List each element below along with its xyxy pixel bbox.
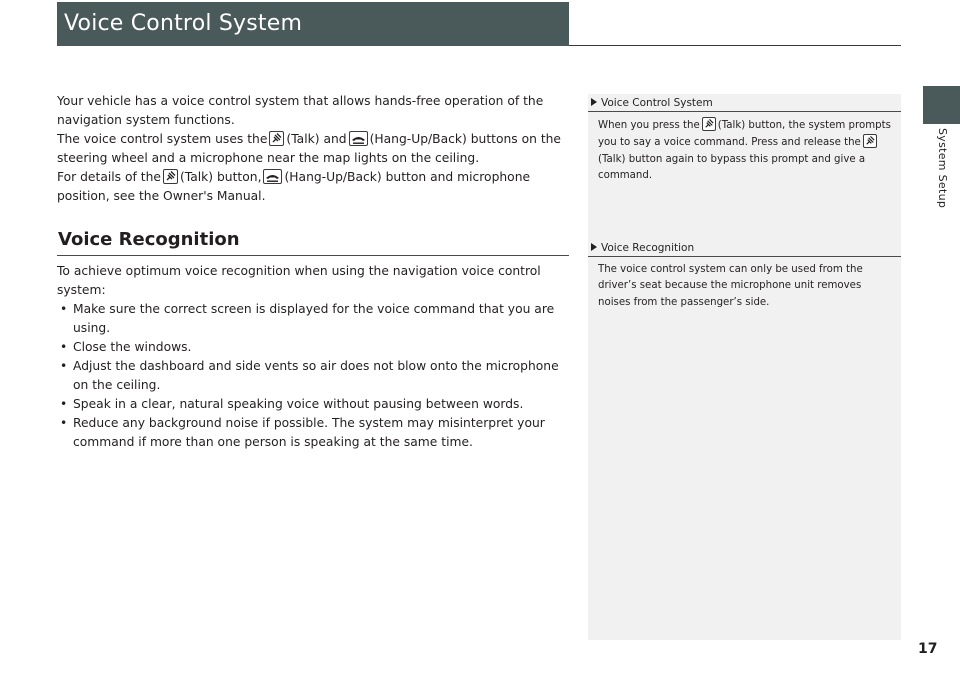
voice-recognition-heading: Voice Recognition <box>57 226 569 256</box>
talk-button-icon <box>702 117 716 131</box>
note-body: The voice control system can only be used from the driver’s seat because the microphone unit removes noises from the passenger’s side. <box>598 264 863 308</box>
voice-recognition-list <box>57 300 572 452</box>
note-voice-recognition <box>588 240 901 311</box>
arrow-icon <box>591 243 597 251</box>
note-text-part-b: (Talk) button, the system prompts you to say a voice command. Press and release the <box>598 120 891 149</box>
title-rule <box>569 45 901 46</box>
voice-recognition-intro: To achieve optimum voice recognition when using the navigation voice control system: <box>57 264 541 297</box>
intro-line-2-part-c: (Hang-Up/Back) buttons on the steering wheel and a microphone near the map lights on the ceiling. <box>57 132 562 165</box>
list-item: • Close the windows. <box>57 338 572 357</box>
talk-button-icon <box>863 134 877 148</box>
intro-line-2-part-b: (Talk) and <box>286 132 347 146</box>
note-heading <box>588 95 901 112</box>
note-title: Voice Recognition <box>601 242 695 254</box>
intro-line-2 <box>57 130 572 168</box>
intro-line-3-part-b: (Talk) button, <box>179 170 262 184</box>
page-title: Voice Control System <box>57 2 569 46</box>
note-body <box>588 112 901 184</box>
intro-text <box>57 92 572 206</box>
section-tab-label: System Setup <box>936 128 949 209</box>
talk-button-icon <box>269 131 284 146</box>
arrow-icon <box>591 98 597 106</box>
hang-up-back-button-icon <box>349 131 368 146</box>
list-item: • Speak in a clear, natural speaking voice without pausing between words. <box>57 395 572 414</box>
intro-line-2-part-a: The voice control system uses the <box>57 132 268 146</box>
intro-line-3-part-c: (Hang-Up/Back) button and microphone position, see the Owner's Manual. <box>57 170 531 203</box>
note-text-part-c: (Talk) button again to bypass this prompt and give a command. <box>598 153 866 181</box>
note-title: Voice Control System <box>601 97 713 109</box>
page-number: 17 <box>918 641 938 657</box>
talk-button-icon <box>163 169 178 184</box>
hang-up-back-button-icon <box>263 169 282 184</box>
intro-line-3 <box>57 168 572 206</box>
intro-line-3-part-a: For details of the <box>57 170 161 184</box>
note-voice-control-system <box>588 95 901 184</box>
note-text-part-a: When you press the <box>598 120 700 131</box>
list-item: • Adjust the dashboard and side vents so air does not blow onto the microphone on the ceiling. <box>57 357 572 395</box>
voice-recognition-body <box>57 262 572 452</box>
section-tab-marker <box>923 86 960 124</box>
note-heading <box>588 240 901 257</box>
intro-line-1: Your vehicle has a voice control system that allows hands-free operation of the navigation system functions. <box>57 94 544 127</box>
list-item: • Make sure the correct screen is displayed for the voice command that you are using. <box>57 300 572 338</box>
list-item: • Reduce any background noise if possible. The system may misinterpret your command if more than one person is speaking at the same time. <box>57 414 572 452</box>
